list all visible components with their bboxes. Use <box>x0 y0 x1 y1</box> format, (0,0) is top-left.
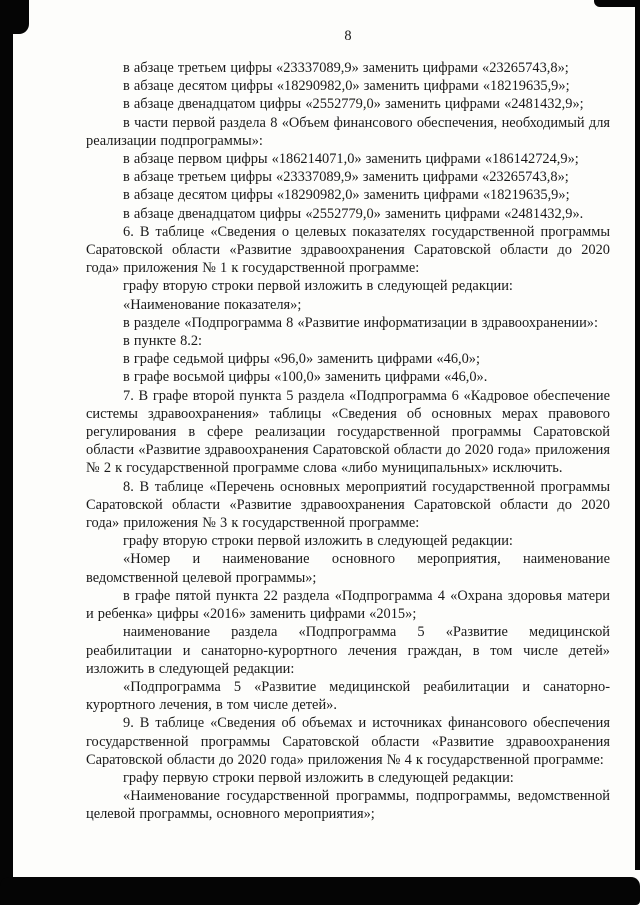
scan-border-right <box>635 6 640 870</box>
paragraph: в абзаце десятом цифры «18290982,0» заменить цифрами «18219635,9»; <box>123 187 570 204</box>
scan-border-bottom <box>0 877 640 905</box>
paragraph: в абзаце двенадцатом цифры «2552779,0» заменить цифрами «2481432,9»; <box>123 96 584 113</box>
scan-border-top-right <box>594 0 640 7</box>
paragraph: графу вторую строки первой изложить в следующей редакции: <box>123 533 513 550</box>
paragraph-list <box>86 59 610 824</box>
paragraph: наименование раздела «Подпрограмма 5 «Развитие медицинской реабилитации и санаторно-курортного лечения граждан, в том числе детей» изложить в следующей редакции: <box>86 624 610 677</box>
paragraph: графу вторую строки первой изложить в следующей редакции: <box>123 278 513 295</box>
paragraph: «Подпрограмма 5 «Развитие медицинской реабилитации и санаторно-курортного лечения, в том числе детей». <box>86 678 610 714</box>
paragraph: в графе восьмой цифры «100,0» заменить цифрами «46,0». <box>123 369 488 386</box>
paragraph: в графе седьмой цифры «96,0» заменить цифрами «46,0»; <box>123 351 480 368</box>
paragraph: 7. В графе второй пункта 5 раздела «Подпрограмма 6 «Кадровое обеспечение системы здравоохранения» таблицы «Сведения об основных мерах правового регулирования в сфере реализации государственной программы Саратовской области «Развитие здравоохранения Саратовской области до 2020 года» приложения № 2 к государственной программе слова «либо муниципальных» исключить. <box>86 387 610 477</box>
scan-border-left <box>0 0 13 905</box>
paragraph: в абзаце третьем цифры «23337089,9» заменить цифрами «23265743,8»; <box>123 169 569 186</box>
paragraph: 6. В таблице «Сведения о целевых показателях государственной программы Саратовской области «Развитие здравоохранения Саратовской области до 2020 года» приложения № 1 к государственной программе: <box>86 223 610 277</box>
paragraph: 8. В таблице «Перечень основных мероприятий государственной программы Саратовской области «Развитие здравоохранения Саратовской области до 2020 года» приложения № 3 к государственной программе: <box>86 478 610 532</box>
paragraph: в разделе «Подпрограмма 8 «Развитие информатизации в здравоохранении»: <box>123 314 598 331</box>
paragraph: в части первой раздела 8 «Объем финансового обеспечения, необходимый для реализации подпрограммы»: <box>86 114 610 149</box>
document-body <box>86 28 610 824</box>
paragraph: в пункте 8.2: <box>123 333 203 350</box>
paragraph: «Номер и наименование основного мероприятия, наименование ведомственной целевой программы»; <box>86 551 610 586</box>
page-number: 8 <box>344 28 352 44</box>
paragraph: «Наименование государственной программы, подпрограммы, ведомственной целевой программы, основного мероприятия»; <box>86 788 610 823</box>
paragraph: 9. В таблице «Сведения об объемах и источниках финансового обеспечения государственной программы Саратовской области «Развитие здравоохранения Саратовской области до 2020 года» приложения № 4 к государственной программе: <box>86 715 610 768</box>
paragraph: в графе пятой пункта 22 раздела «Подпрограмма 4 «Охрана здоровья матери и ребенка» цифры «2016» заменить цифрами «2015»; <box>86 587 610 623</box>
paragraph: в абзаце третьем цифры «23337089,9» заменить цифрами «23265743,8»; <box>123 60 569 76</box>
paragraph: «Наименование показателя»; <box>123 296 302 313</box>
paragraph: графу первую строки первой изложить в следующей редакции: <box>123 769 514 786</box>
paragraph: в абзаце двенадцатом цифры «2552779,0» заменить цифрами «2481432,9». <box>123 205 584 222</box>
paragraph: в абзаце десятом цифры «18290982,0» заменить цифрами «18219635,9»; <box>123 78 570 95</box>
paragraph: в абзаце первом цифры «186214071,0» заменить цифрами «186142724,9»; <box>123 151 579 168</box>
scan-border-left-top <box>0 0 29 34</box>
